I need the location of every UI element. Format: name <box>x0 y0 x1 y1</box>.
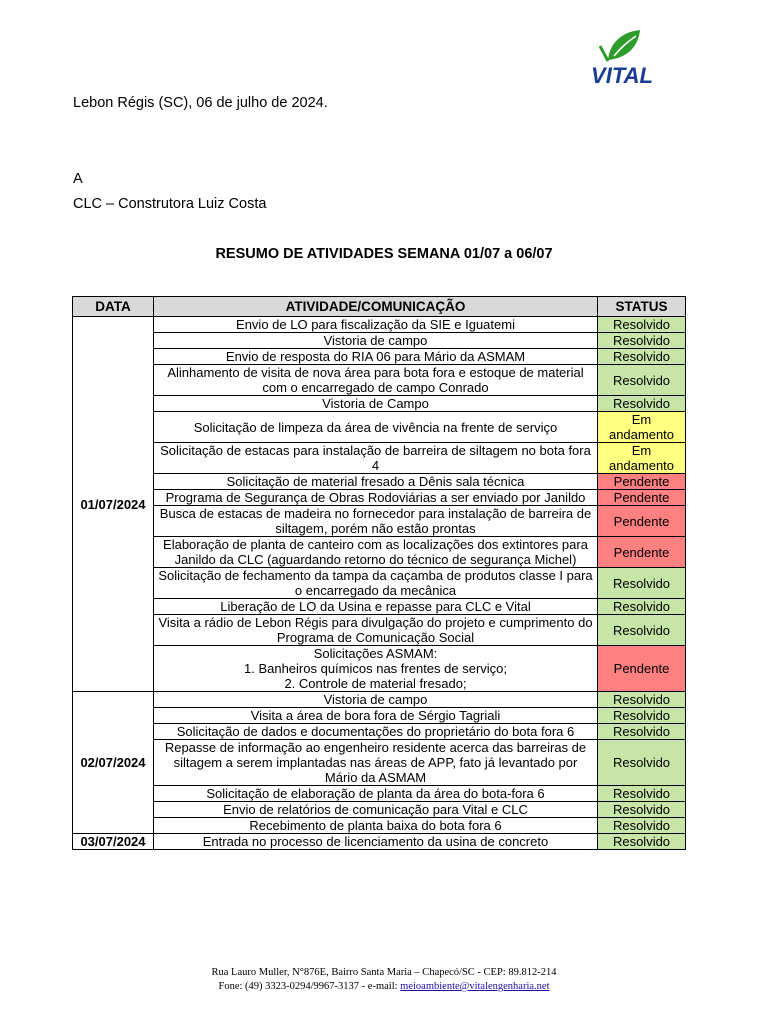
status-cell: Resolvido <box>598 349 686 365</box>
table-row <box>73 834 686 850</box>
status-cell: Resolvido <box>598 692 686 708</box>
recipient-prefix: A <box>73 171 83 187</box>
activity-cell: Elaboração de planta de canteiro com as localizações dos extintores para Janildo da CLC (aguardando retorno do técnico de segurança Michel) <box>154 537 598 568</box>
table-row <box>73 615 686 646</box>
table-row <box>73 646 686 692</box>
status-cell: Resolvido <box>598 599 686 615</box>
status-cell: Resolvido <box>598 365 686 396</box>
status-cell: Resolvido <box>598 786 686 802</box>
table-row <box>73 786 686 802</box>
table-row <box>73 443 686 474</box>
vital-logo <box>570 28 675 86</box>
status-cell: Resolvido <box>598 834 686 850</box>
date-cell: 02/07/2024 <box>73 692 154 834</box>
activity-line: 1. Banheiros químicos nas frentes de serviço; <box>243 661 508 676</box>
header-date: DATA <box>73 297 154 317</box>
activities-table <box>72 296 686 850</box>
header-status: STATUS <box>598 297 686 317</box>
status-cell: Resolvido <box>598 740 686 786</box>
activity-cell: Vistoria de campo <box>154 333 598 349</box>
activities-body <box>73 317 686 850</box>
status-cell: Resolvido <box>598 802 686 818</box>
activity-cell: Alinhamento de visita de nova área para bota fora e estoque de material com o encarregado de campo Conrado <box>154 365 598 396</box>
activity-cell: Busca de estacas de madeira no fornecedor para instalação de barreira de siltagem, porém não estão prontas <box>154 506 598 537</box>
status-cell: Resolvido <box>598 568 686 599</box>
activity-cell: Solicitação de elaboração de planta da área do bota-fora 6 <box>154 786 598 802</box>
activity-cell: Recebimento de planta baixa do bota fora 6 <box>154 818 598 834</box>
status-cell: Resolvido <box>598 317 686 333</box>
status-cell: Em andamento <box>598 412 686 443</box>
status-cell: Resolvido <box>598 818 686 834</box>
table-row <box>73 740 686 786</box>
status-cell: Pendente <box>598 646 686 692</box>
status-cell: Em andamento <box>598 443 686 474</box>
table-row <box>73 474 686 490</box>
table-row <box>73 490 686 506</box>
date-cell: 01/07/2024 <box>73 317 154 692</box>
table-row <box>73 802 686 818</box>
table-row <box>73 506 686 537</box>
activity-line: 2. Controle de material fresado; <box>284 676 467 691</box>
status-cell: Pendente <box>598 506 686 537</box>
table-row <box>73 317 686 333</box>
table-row <box>73 724 686 740</box>
activity-cell: Visita a rádio de Lebon Régis para divulgação do projeto e cumprimento do Programa de Comunicação Social <box>154 615 598 646</box>
activity-cell: Visita a área de bora fora de Sérgio Tagriali <box>154 708 598 724</box>
status-cell: Pendente <box>598 537 686 568</box>
status-cell: Resolvido <box>598 708 686 724</box>
table-row <box>73 537 686 568</box>
status-cell: Resolvido <box>598 333 686 349</box>
activity-cell: Entrada no processo de licenciamento da usina de concreto <box>154 834 598 850</box>
table-row <box>73 692 686 708</box>
status-cell: Resolvido <box>598 724 686 740</box>
table-row <box>73 568 686 599</box>
activity-cell: Vistoria de campo <box>154 692 598 708</box>
footer-email-link[interactable]: meioambiente@vitalengenharia.net <box>400 981 550 992</box>
footer-phone: Fone: (49) 3323-0294/9967-3137 - e-mail: <box>218 981 401 992</box>
activity-cell: Solicitação de fechamento da tampa da caçamba de produtos classe I para o encarregado da mecânica <box>154 568 598 599</box>
footer-contact <box>0 980 768 994</box>
activity-line: Solicitações ASMAM: <box>313 646 438 661</box>
activity-cell: Programa de Segurança de Obras Rodoviárias a ser enviado por Janildo <box>154 490 598 506</box>
table-row <box>73 412 686 443</box>
footer-address: Rua Lauro Muller, N°876E, Bairro Santa Maria – Chapecó/SC - CEP: 89.812-214 <box>211 967 557 978</box>
logo-wordmark: VITAL <box>591 63 653 86</box>
activity-cell: Solicitação de dados e documentações do proprietário do bota fora 6 <box>154 724 598 740</box>
status-cell: Pendente <box>598 474 686 490</box>
activity-cell: Liberação de LO da Usina e repasse para CLC e Vital <box>154 599 598 615</box>
footer <box>0 966 768 994</box>
table-row <box>73 349 686 365</box>
activity-cell: Envio de LO para fiscalização da SIE e Iguatemi <box>154 317 598 333</box>
recipient-name: CLC – Construtora Luiz Costa <box>73 196 267 212</box>
activity-cell <box>154 646 598 692</box>
activity-cell: Vistoria de Campo <box>154 396 598 412</box>
vital-leaf-icon <box>570 28 675 86</box>
status-cell: Resolvido <box>598 615 686 646</box>
activity-cell: Solicitação de estacas para instalação de barreira de siltagem no bota fora 4 <box>154 443 598 474</box>
activity-cell: Solicitação de material fresado a Dênis sala técnica <box>154 474 598 490</box>
activity-cell: Repasse de informação ao engenheiro residente acerca das barreiras de siltagem a serem implantadas nas áreas de APP, fato já levantado por Mário da ASMAM <box>154 740 598 786</box>
table-header-row <box>73 297 686 317</box>
table-row <box>73 818 686 834</box>
table-row <box>73 333 686 349</box>
table-row <box>73 396 686 412</box>
activity-cell: Envio de resposta do RIA 06 para Mário da ASMAM <box>154 349 598 365</box>
status-cell: Pendente <box>598 490 686 506</box>
table-row <box>73 599 686 615</box>
document-title: RESUMO DE ATIVIDADES SEMANA 01/07 a 06/07 <box>215 246 553 262</box>
table-row <box>73 708 686 724</box>
activity-cell: Envio de relatórios de comunicação para Vital e CLC <box>154 802 598 818</box>
table-row <box>73 365 686 396</box>
date-cell: 03/07/2024 <box>73 834 154 850</box>
activity-cell: Solicitação de limpeza da área de vivência na frente de serviço <box>154 412 598 443</box>
status-cell: Resolvido <box>598 396 686 412</box>
place-date: Lebon Régis (SC), 06 de julho de 2024. <box>73 95 328 111</box>
header-activity: ATIVIDADE/COMUNICAÇÃO <box>154 297 598 317</box>
